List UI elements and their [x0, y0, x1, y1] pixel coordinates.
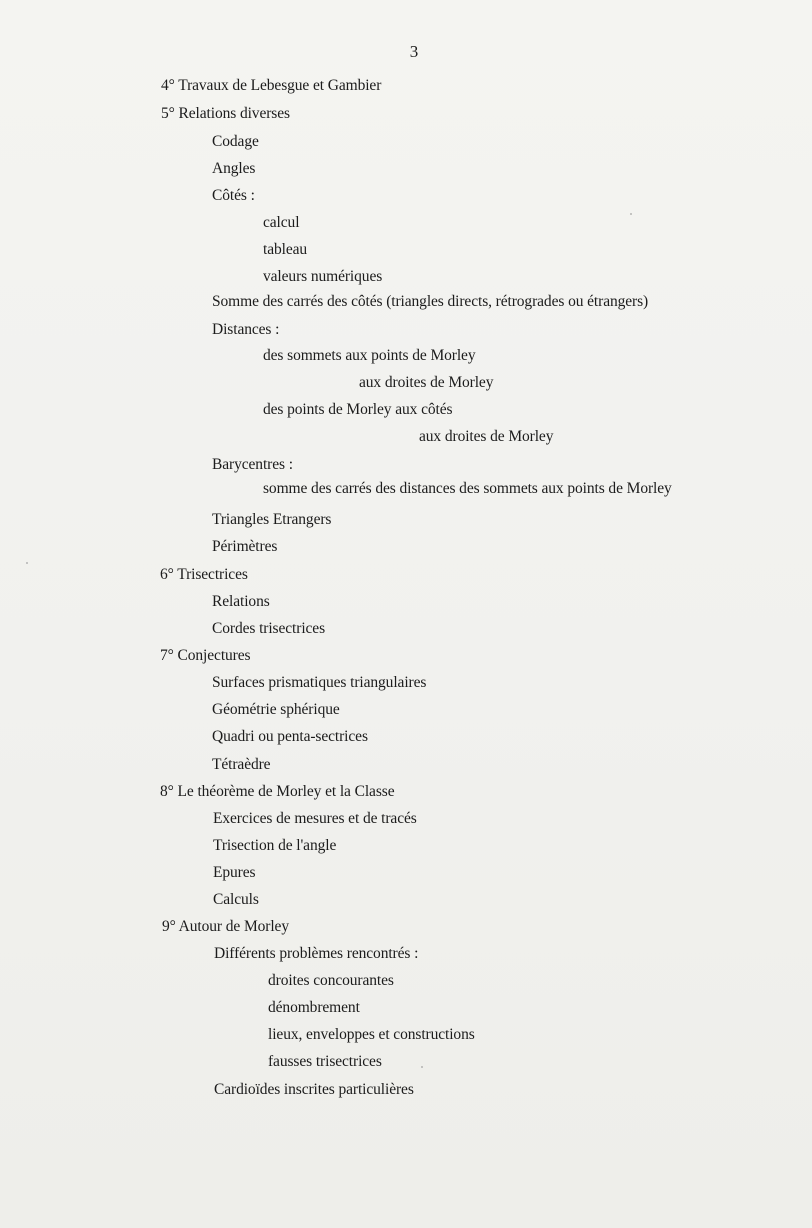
item-triangles-etrangers: Triangles Etrangers: [212, 511, 332, 528]
item-calculs: Calculs: [213, 891, 259, 908]
page-number: 3: [409, 42, 419, 61]
item-distances: Distances :: [212, 321, 280, 338]
subitem-lieux: lieux, enveloppes et constructions: [268, 1026, 475, 1043]
section-7-heading: 7° Conjectures: [160, 647, 251, 664]
section-4-heading: 4° Travaux de Lebesgue et Gambier: [161, 77, 382, 94]
subitem-aux-droites-1: aux droites de Morley: [359, 374, 494, 391]
item-geometrie: Géométrie sphérique: [212, 701, 340, 718]
item-barycentres: Barycentres :: [212, 456, 293, 473]
subitem-sommets-points: des sommets aux points de Morley: [263, 347, 476, 364]
paper-speck: [630, 213, 632, 215]
paper-speck: [26, 562, 28, 564]
section-9-heading: 9° Autour de Morley: [162, 918, 289, 935]
section-8-heading: 8° Le théorème de Morley et la Classe: [160, 783, 395, 800]
item-surfaces: Surfaces prismatiques triangulaires: [212, 674, 427, 691]
item-quadri: Quadri ou penta-sectrices: [212, 728, 368, 745]
subitem-valeurs: valeurs numériques: [263, 268, 383, 285]
item-tetraedre: Tétraèdre: [212, 756, 271, 773]
subitem-denombrement: dénombrement: [268, 999, 360, 1016]
item-perimetres: Périmètres: [212, 538, 278, 555]
item-somme-carres: Somme des carrés des côtés (triangles directs, rétrogrades ou étrangers): [212, 293, 649, 310]
subitem-calcul: calcul: [263, 214, 300, 231]
section-5-heading: 5° Relations diverses: [161, 105, 290, 122]
subitem-points-cotes: des points de Morley aux côtés: [263, 401, 453, 418]
item-angles: Angles: [212, 160, 256, 177]
item-cardioides: Cardioïdes inscrites particulières: [214, 1081, 414, 1098]
item-codage: Codage: [212, 133, 259, 150]
item-exercices: Exercices de mesures et de tracés: [213, 810, 417, 827]
item-trisection: Trisection de l'angle: [213, 837, 337, 854]
item-relations: Relations: [212, 593, 270, 610]
item-problemes: Différents problèmes rencontrés :: [214, 945, 419, 962]
item-cotes: Côtés :: [212, 187, 255, 204]
item-epures: Epures: [213, 864, 256, 881]
item-cordes-trisectrices: Cordes trisectrices: [212, 620, 326, 637]
subitem-fausses: fausses trisectrices: [268, 1053, 382, 1070]
subitem-droites: droites concourantes: [268, 972, 394, 989]
section-6-heading: 6° Trisectrices: [160, 566, 248, 583]
paper-speck: [421, 1066, 423, 1068]
subitem-aux-droites-2: aux droites de Morley: [419, 428, 554, 445]
subitem-somme-distances: somme des carrés des distances des sommets aux points de Morley: [263, 480, 672, 497]
subitem-tableau: tableau: [263, 241, 308, 258]
